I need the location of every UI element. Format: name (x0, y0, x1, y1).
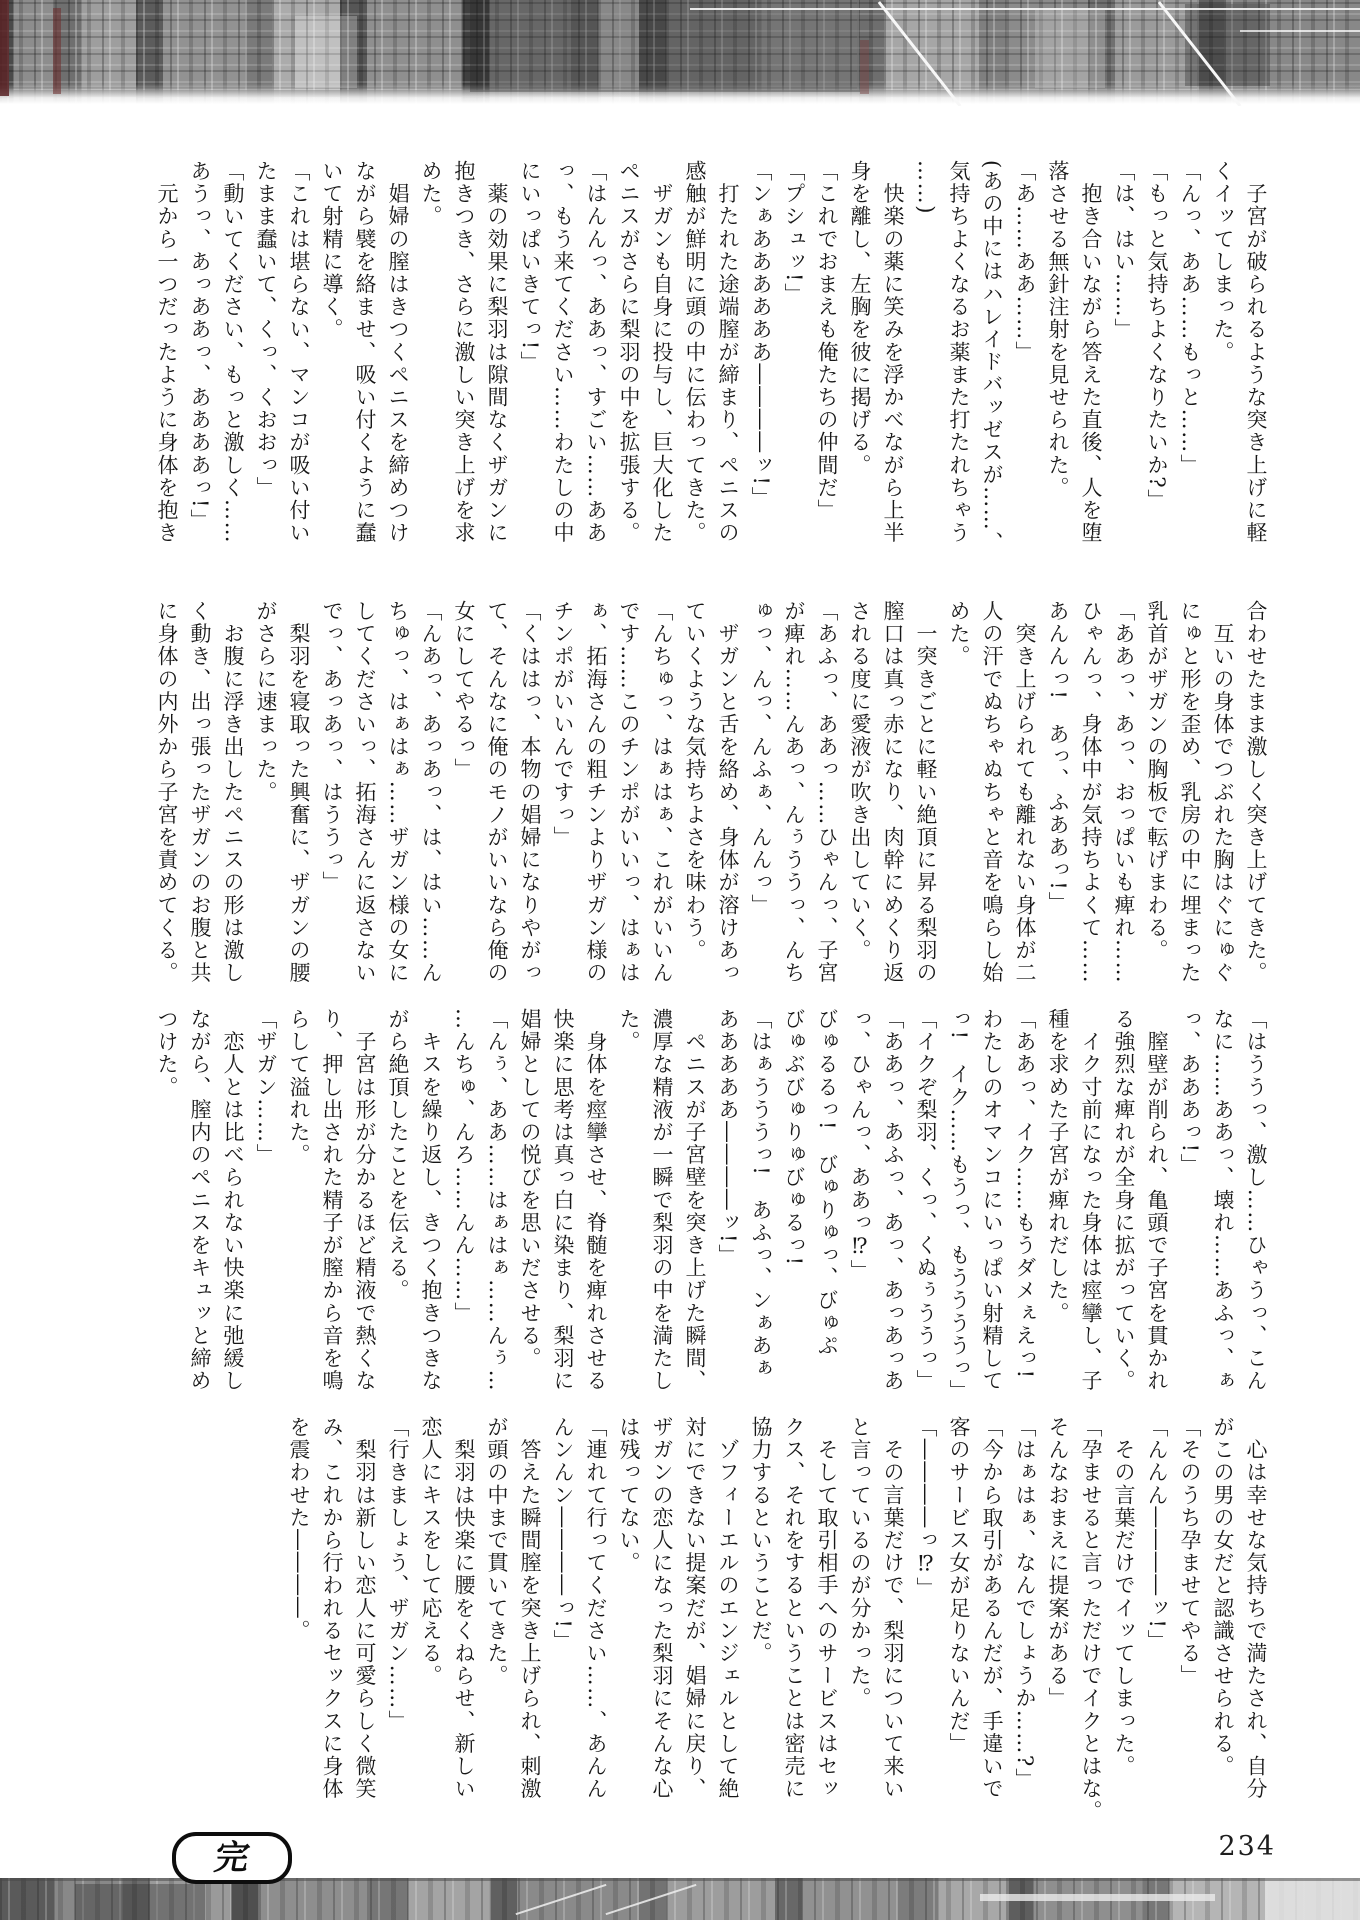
text-column: ザガンも自身に投与し、巨大化した (650, 160, 674, 545)
light-glitch-block (295, 16, 357, 88)
text-column: 梨羽は快楽に腰をくねらせ、新しい (452, 1416, 476, 1801)
end-mark-box (172, 1832, 292, 1884)
page-number: 234 (1218, 1831, 1276, 1862)
text-column: 客のサービス女が足りないんだ」 (947, 1416, 971, 1755)
text-column: 恋人とは比べられない快楽に弛緩し (221, 1008, 245, 1393)
text-column: 膣口は真っ赤になり、肉幹にめくり返 (881, 600, 905, 985)
light-diagonal-line (516, 1884, 607, 1915)
text-column: 「もっと気持ちよくなりたいか?」 (1145, 160, 1169, 512)
text-column: 「んぅ、ああ……はぁはぁ……んぅ… (485, 1008, 509, 1393)
text-column: っ! イク……もうっ、もううううっ」 (947, 1008, 971, 1403)
text-column: ゾフィーエルのエンジェルとして絶 (716, 1416, 740, 1801)
text-column: っ、もう来てください……わたしの中 (551, 160, 575, 545)
text-column: 子宮が破られるような突き上げに軽 (1244, 160, 1268, 545)
text-column: 「はぁはぁ、なんでしょうか……?」 (1013, 1416, 1037, 1791)
text-column: (あの中にはハレイドバッゼスが……、 (980, 160, 1004, 554)
text-column: 「んっ、ああ……もっと……」 (1178, 160, 1202, 477)
text-column: その言葉だけでイッてしまった。 (1112, 1416, 1136, 1778)
dark-glitch-block (470, 0, 860, 92)
text-column: ていくような気持ちよさを味わう。 (683, 600, 707, 962)
text-column: ペニスがさらに梨羽の中を拡張する。 (617, 160, 641, 545)
text-column: ちゅっ、はぁはぁ……ザガン様の女に (386, 600, 410, 985)
text-column: 「これは堪らない、マンコが吸い付い (287, 160, 311, 545)
text-column: です……このチンポがいいっ、はぁは (617, 600, 641, 985)
text-column: 薬の効果に梨羽は隙間なくザガンに (485, 160, 509, 545)
text-column: 「んんん――――ッ!」 (1145, 1416, 1169, 1653)
text-column: 「はううっ、激し……ひゃうっ、こん (1244, 1008, 1268, 1393)
bottom-glitch-banner (0, 1878, 1360, 1920)
text-column: イク寸前になった身体は痙攣し、子 (1079, 1008, 1103, 1393)
text-column: 抱き合いながら答えた直後、人を堕 (1079, 160, 1103, 545)
dark-glitch-block (75, 1884, 205, 1920)
text-column: 「連れて行ってください……、あんん (584, 1416, 608, 1801)
text-column: してくださいっ、拓海さんに返さない (353, 600, 377, 985)
text-column: 梨羽は新しい恋人に可愛らしく微笑 (353, 1416, 377, 1801)
text-column: 「はぁうううっ! あふっ、ンぁあぁ (749, 1008, 773, 1380)
text-column: 「ああっ、あっ、おっぱいも痺れ…… (1112, 600, 1136, 985)
text-column: 濃厚な精液が一瞬で梨羽の中を満たし (650, 1008, 674, 1393)
light-glitch-block (1035, 10, 1105, 88)
text-column: あんんっ! あっ、ふああっ!」 (1046, 600, 1070, 914)
text-column: た。 (617, 1008, 641, 1054)
text-column: み、これから行われるセックスに身体 (320, 1416, 344, 1801)
text-column: そして取引相手へのサービスはセッ (815, 1416, 839, 1801)
text-column: 快楽の薬に笑みを浮かべながら上半 (881, 160, 905, 545)
text-column: つけた。 (155, 1008, 179, 1099)
text-column: る強烈な痺れが全身に拡がっていく。 (1112, 1008, 1136, 1393)
text-column: 「これでおまえも俺たちの仲間だ」 (815, 160, 839, 522)
text-column: っ、ひゃんっ、ああっ⁉」 (848, 1008, 872, 1283)
text-column: 元から一つだったように身体を抱き (155, 160, 179, 545)
white-horizontal-line (690, 8, 1360, 10)
text-column: 快楽に思考は真っ白に染まり、梨羽に (551, 1008, 575, 1393)
text-column: キスを繰り返し、きつく抱きつきな (419, 1008, 443, 1393)
text-column: ながら、膣内のペニスをキュッと締め (188, 1008, 212, 1393)
text-column: にいっぱいきてっ!」 (518, 160, 542, 374)
text-column: 「んあっ、あっあっ、は、はい……ん (419, 600, 443, 985)
text-column: 「今から取引があるんだが、手違いで (980, 1416, 1004, 1801)
red-accent-bar (0, 0, 9, 96)
text-column: 「くははっ、本物の娼婦になりやがっ (518, 600, 542, 985)
text-column: クス、それをするということは密売に (782, 1416, 806, 1801)
text-column: がこの男の女だと認識させられる。 (1211, 1416, 1235, 1778)
text-column: される度に愛液が吹き出していく。 (848, 600, 872, 962)
text-column: 「そのうち孕ませてやる」 (1178, 1416, 1202, 1688)
text-column: 感触が鮮明に頭の中に伝わってきた。 (683, 160, 707, 545)
text-column: 「動いてください、もっと激しく…… (221, 160, 245, 545)
text-column: 身体を痙攣させ、脊髄を痺れさせる (584, 1008, 608, 1393)
text-band-1 (150, 160, 1272, 554)
text-column: らして溢れた。 (287, 1008, 311, 1167)
text-column: 気持ちよくなるお薬また打たれちゃう (947, 160, 971, 545)
light-glitch-bar (980, 1894, 1215, 1901)
text-column: は残ってない。 (617, 1416, 641, 1575)
text-column: 人の汗でぬちゃぬちゃと音を鳴らし始 (980, 600, 1004, 985)
red-accent-bar (53, 8, 61, 94)
text-column: あああああ――――ッ!」 (716, 1008, 740, 1267)
dark-glitch-block (1185, 4, 1270, 86)
text-column: 娼婦としての悦びを思いださせる。 (518, 1008, 542, 1370)
text-column: 種を求めた子宮が痺れだした。 (1046, 1008, 1070, 1325)
text-column: くイッてしまった。 (1211, 160, 1235, 364)
text-column: めた。 (419, 160, 443, 228)
text-column: 「行きましょう、ザガン……」 (386, 1416, 410, 1733)
text-column: り、押し出された精子が膣から音を鳴 (320, 1008, 344, 1393)
text-column: 恋人にキスをして応える。 (419, 1416, 443, 1688)
text-column: 抱きつき、さらに激しい突き上げを求 (452, 160, 476, 545)
text-column: 女にしてやるっ」 (452, 600, 476, 781)
text-band-4 (282, 1416, 1272, 1823)
red-accent-bar (860, 40, 869, 94)
text-column: 娼婦の膣はきつくペニスを締めつけ (386, 160, 410, 545)
text-column: びゅるるっ! びゅりゅっ、びゅぷ (815, 1008, 839, 1358)
text-column: めた。 (947, 600, 971, 668)
text-column: ながら襞を絡ませ、吸い付くように蠢 (353, 160, 377, 545)
text-column: 身を離し、左胸を彼に掲げる。 (848, 160, 872, 477)
text-column: いて射精に導く。 (320, 160, 344, 341)
text-column: 一突きごとに軽い絶頂に昇る梨羽の (914, 600, 938, 985)
text-column: お腹に浮き出したペニスの形は激し (221, 600, 245, 985)
text-column: がさらに速まった。 (254, 600, 278, 804)
text-column: 膣壁が削られ、亀頭で子宮を貫かれ (1145, 1008, 1169, 1393)
text-column: たまま蠢いて、くっ、くおおっ」 (254, 160, 278, 499)
text-column: 心は幸せな気持ちで満たされ、自分 (1244, 1416, 1268, 1801)
text-column: がら絶頂したことを伝える。 (386, 1008, 410, 1302)
text-column: ザガンと舌を絡め、身体が溶けあっ (716, 600, 740, 985)
text-column: その言葉だけで、梨羽について来い (881, 1416, 905, 1801)
text-column: ザガンの恋人になった梨羽にそんな心 (650, 1416, 674, 1801)
text-column: 「――――っ⁉」 (914, 1416, 938, 1600)
text-column: 「プシュッ!」 (782, 160, 806, 306)
text-column: 子宮は形が分かるほど精液で熱くな (353, 1008, 377, 1393)
text-column: て、そんなに俺のモノがいいなら俺の (485, 600, 509, 985)
text-column: ひゃんっ、身体中が気持ちよくて…… (1079, 600, 1103, 985)
text-column: 梨羽を寝取った興奮に、ザガンの腰 (287, 600, 311, 985)
text-column: ……) (914, 160, 938, 215)
text-column: びゅぶびゅりゅびゅるっ! (782, 1008, 806, 1267)
text-column: 「ンぁああああああ――――ッ!」 (749, 160, 773, 510)
text-column: 「んちゅっ、はぁはぁ、これがいいん (650, 600, 674, 985)
text-column: ぁ、拓海さんの粗チンよりザガン様の (584, 600, 608, 985)
text-column: あうっ、あっああっ、ああああっ!」 (188, 160, 212, 532)
text-column: …んちゅ、んろ……んん……」 (452, 1008, 476, 1325)
text-column: 答えた瞬間膣を突き上げられ、刺激 (518, 1416, 542, 1801)
text-column: でっ、あっあっ、はううっ」 (320, 600, 344, 894)
text-column: 突き上げられても離れない身体が二 (1013, 600, 1037, 985)
text-column: 「ザガン……」 (254, 1008, 278, 1167)
text-column: ペニスが子宮壁を突き上げた瞬間、 (683, 1008, 707, 1393)
text-column: わたしのオマンコにいっぱい射精して (980, 1008, 1004, 1393)
text-column: なに……ああっ、壊れ……あふっ、ぁ (1211, 1008, 1235, 1393)
text-column: 合わせたまま激しく突き上げてきた。 (1244, 600, 1268, 985)
text-column: 「は、はい……」 (1112, 160, 1136, 341)
text-column: に身体の内外から子宮を責めてくる。 (155, 600, 179, 985)
end-mark-label: 完 (211, 1838, 253, 1878)
text-column: を震わせた――――。 (287, 1416, 311, 1642)
text-column: チンポがいいんですっ」 (551, 600, 575, 849)
text-column: にゅと形を歪め、乳房の中に埋まった (1178, 600, 1202, 985)
text-column: ゅっ、んっ、んふぁ、んんっ」 (749, 600, 773, 917)
text-column: んンんン――――っ!」 (551, 1416, 575, 1653)
text-column: 対にできない提案だが、娼婦に戻り、 (683, 1416, 707, 1801)
text-column: っ、あああっ!」 (1178, 1008, 1202, 1177)
text-column: 「孕ませると言っただけでイクとはな。 (1079, 1416, 1103, 1823)
text-column: 協力するということだ。 (749, 1416, 773, 1665)
text-band-3 (150, 1008, 1272, 1403)
white-horizontal-line (1240, 30, 1360, 32)
text-column: が頭の中まで貫いてきた。 (485, 1416, 509, 1688)
text-column: が痺れ……んあっ、んぅううっ、んち (782, 600, 806, 985)
text-column: 互いの身体でつぶれた胸はぐにゅぐ (1211, 600, 1235, 985)
light-diagonal-line (606, 1884, 697, 1915)
text-column: 「あ……ああ……」 (1013, 160, 1037, 364)
text-column: そんなおまえに提案がある」 (1046, 1416, 1070, 1710)
top-glitch-banner (0, 0, 1360, 106)
text-column: 「ああっ、あふっ、あっ、あっあっあ (881, 1008, 905, 1393)
text-column: 「イクぞ梨羽、くっ、くぬぅううっ」 (914, 1008, 938, 1393)
white-diagonal-line (878, 1, 962, 106)
text-band-2 (150, 600, 1272, 986)
text-column: と言っているのが分かった。 (848, 1416, 872, 1710)
text-column: 落させる無針注射を見せられた。 (1046, 160, 1070, 499)
text-column: く動き、出っ張ったザガンのお腹と共 (188, 600, 212, 985)
text-column: 打たれた途端膣が締まり、ペニスの (716, 160, 740, 545)
text-column: 「ああっ、イク……もうダメぇえっ! (1013, 1008, 1037, 1380)
text-column: 乳首がザガンの胸板で転げまわる。 (1145, 600, 1169, 962)
text-column: 「はんんっ、ああっ、すごい……ああ (584, 160, 608, 545)
text-column: 「あふっ、ああっ……ひゃんっ、子宮 (815, 600, 839, 985)
